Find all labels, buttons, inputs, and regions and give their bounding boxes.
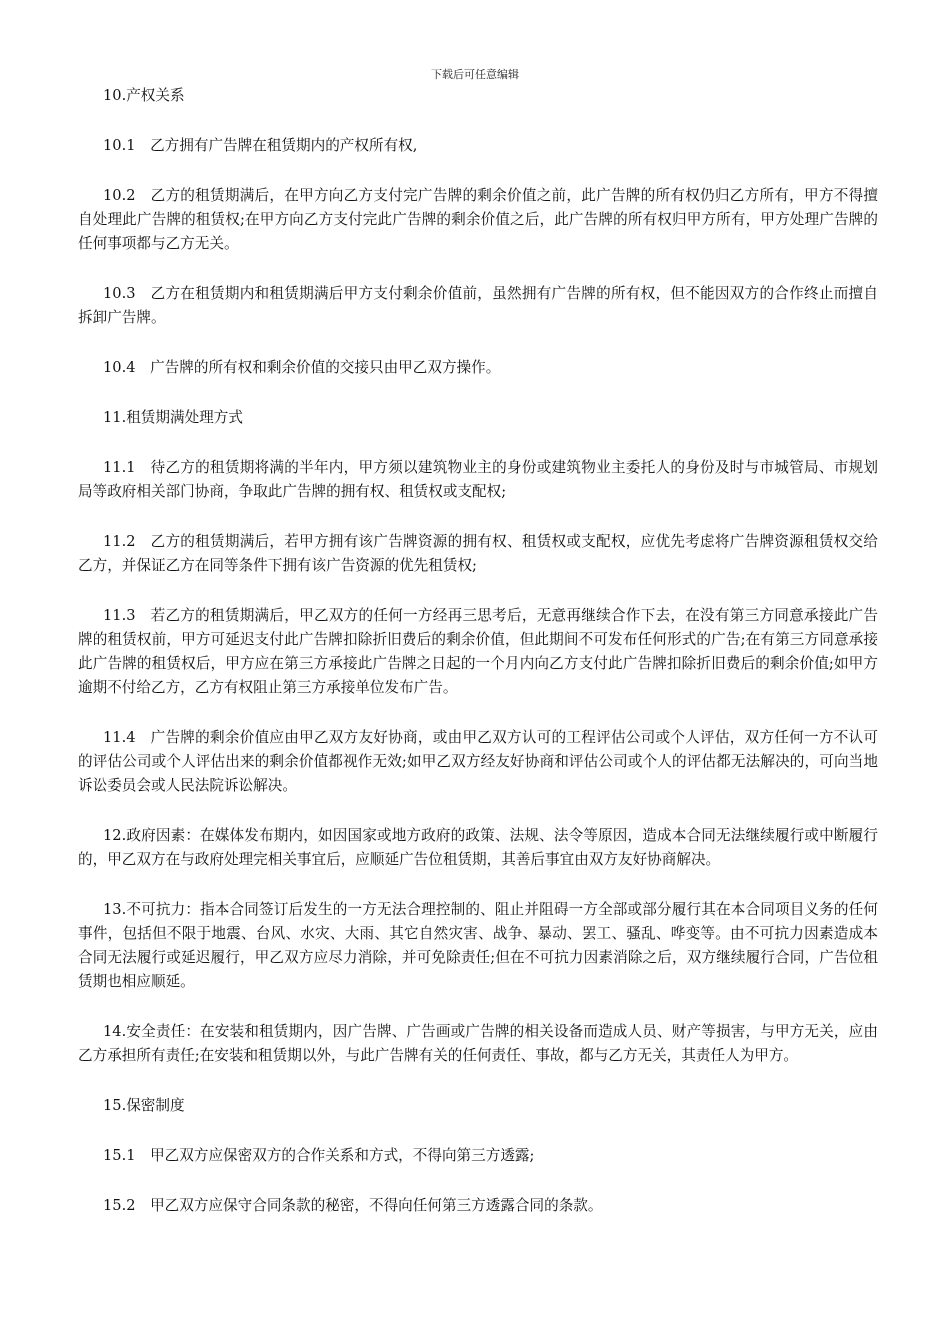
clause-12: 12.政府因素：在媒体发布期内，如因国家或地方政府的政策、法规、法令等原因，造成本合同无法继续履行或中断履行的，甲乙双方在与政府处理完相关事宜后，应顺延广告位租赁期，其善后事宜由双方友好协商解决。	[78, 827, 878, 868]
clause-14: 14.安全责任：在安装和租赁期内，因广告牌、广告画或广告牌的相关设备而造成人员、财产等损害，与甲方无关，应由乙方承担所有责任;在安装和租赁期以外，与此广告牌有关的任何责任、事故，都与乙方无关，其责任人为甲方。	[78, 1023, 878, 1064]
clause-11-3: 11.3 若乙方的租赁期满后，甲乙双方的任何一方经再三思考后，无意再继续合作下去，在没有第三方同意承接此广告牌的租赁权前，甲方可延迟支付此广告牌扣除折旧费后的剩余价值，但此期间不可发布任何形式的广告;在有第三方同意承接此广告牌的租赁权后，甲方应在第三方承接此广告牌之日起的一个月内向乙方支付此广告牌扣除折旧费后的剩余价值;如甲方逾期不付给乙方，乙方有权阻止第三方承接单位发布广告。	[78, 607, 878, 696]
clause-15-1: 15.1 甲乙双方应保密双方的合作关系和方式，不得向第三方透露;	[103, 1147, 535, 1164]
clause-13: 13.不可抗力：指本合同签订后发生的一方无法合理控制的、阻止并阻碍一方全部或部分履行其在本合同项目义务的任何事件，包括但不限于地震、台风、水灾、大雨、其它自然灾害、战争、暴动、罢工、骚乱、哗变等。由不可抗力因素造成本合同无法履行或延迟履行，甲乙双方应尽力消除，并可免除责任;但在不可抗力因素消除之后，双方继续履行合同，广告位租赁期也相应顺延。	[78, 901, 878, 990]
clause-10-1: 10.1 乙方拥有广告牌在租赁期内的产权所有权,	[103, 137, 418, 154]
section-heading-15: 15.保密制度	[103, 1097, 185, 1114]
clause-10-2: 10.2 乙方的租赁期满后，在甲方向乙方支付完广告牌的剩余价值之前，此广告牌的所有权仍归乙方所有，甲方不得擅自处理此广告牌的租赁权;在甲方向乙方支付完此广告牌的剩余价值之后，此广告牌的所有权归甲方所有，甲方处理广告牌的任何事项都与乙方无关。	[78, 187, 878, 252]
clause-11-4: 11.4 广告牌的剩余价值应由甲乙双方友好协商，或由甲乙双方认可的工程评估公司或个人评估，双方任何一方不认可的评估公司或个人评估出来的剩余价值都视作无效;如甲乙双方经友好协商和评估公司或个人的评估都无法解决的，可向当地诉讼委员会或人民法院诉讼解决。	[78, 729, 878, 794]
clause-11-1: 11.1 待乙方的租赁期将满的半年内，甲方须以建筑物业主的身份或建筑物业主委托人的身份及时与市城管局、市规划局等政府相关部门协商，争取此广告牌的拥有权、租赁权或支配权;	[78, 459, 878, 500]
clause-10-3: 10.3 乙方在租赁期内和租赁期满后甲方支付剩余价值前，虽然拥有广告牌的所有权，但不能因双方的合作终止而擅自拆卸广告牌。	[78, 285, 878, 326]
section-heading-10: 10.产权关系	[103, 87, 185, 104]
document-body	[78, 84, 878, 1244]
clause-11-2: 11.2 乙方的租赁期满后，若甲方拥有该广告牌资源的拥有权、租赁权或支配权，应优先考虑将广告牌资源租赁权交给乙方，并保证乙方在同等条件下拥有该广告资源的优先租赁权;	[78, 533, 878, 574]
clause-15-2: 15.2 甲乙双方应保守合同条款的秘密，不得向任何第三方透露合同的条款。	[103, 1197, 603, 1214]
clause-10-4: 10.4 广告牌的所有权和剩余价值的交接只由甲乙双方操作。	[103, 359, 501, 376]
section-heading-11: 11.租赁期满处理方式	[103, 409, 243, 426]
page-header: 下载后可任意编辑	[431, 68, 519, 81]
